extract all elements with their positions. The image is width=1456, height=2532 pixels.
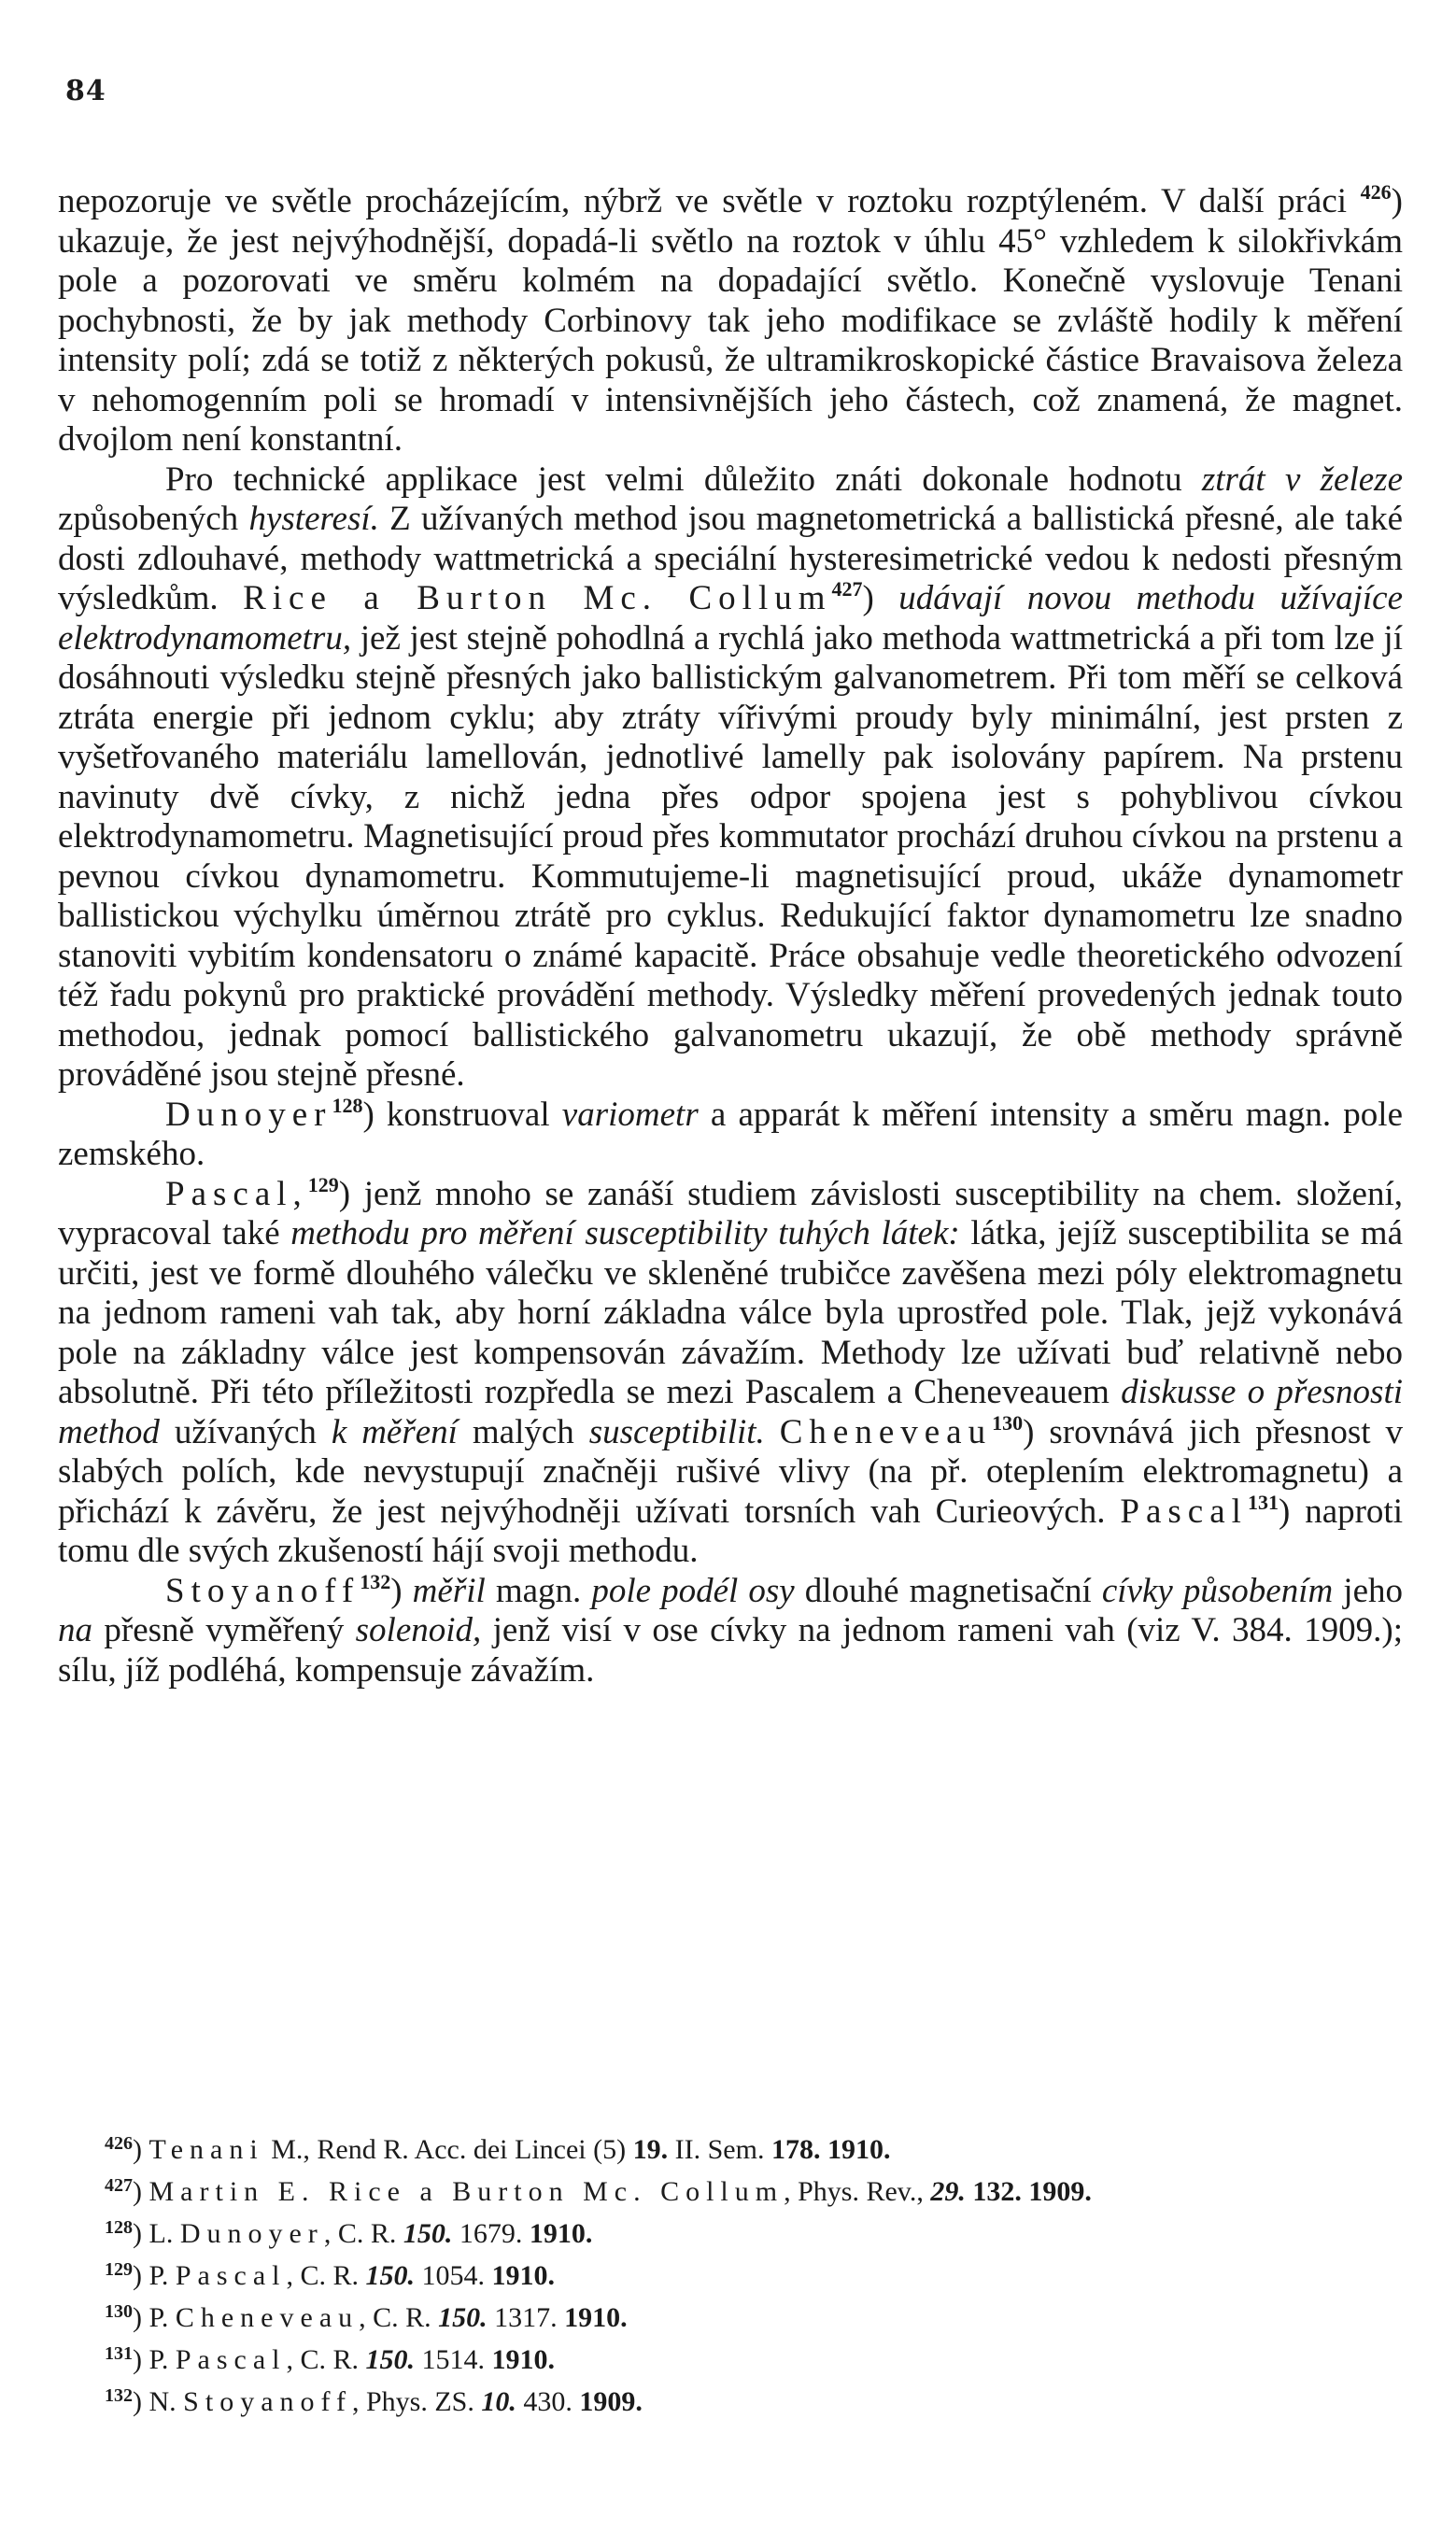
footnote-volume: 150. [438, 2302, 488, 2333]
reference-mark: 426 [1360, 180, 1392, 204]
reference-mark: 132 [360, 1569, 391, 1593]
text-run: ) ukazuje, že jest nejvýhodnější, dopadá-li světlo na roztok v úhlu 45° vzhledem k silokřivkám pole a pozorovati ve směru kolmém na dopadající světlo. Konečně vyslovuje Tenani pochybnosti, že by jak methody Corbinovy tak jeho modifikace se zvláště hodily k měření intensity polí; zdá se totiž z některých pokusů, že ultramikroskopické částice Bravaisova železa v nehomogenním poli se hromadí v intensivnějších jeho částech, což znamená, že magnet. dvojlom není konstantní. [58, 182, 1403, 459]
paragraph-3 [58, 1093, 1403, 1175]
footnote-volume: 150. [365, 2344, 416, 2375]
footnote-text: II. Sem. [668, 2134, 771, 2165]
footnote-initial: N. [148, 2386, 184, 2417]
footnote-volume: 150. [365, 2260, 416, 2291]
footnote-volume: 150. [403, 2218, 453, 2249]
footnote-author: Pascal [175, 2344, 287, 2375]
italic-run: měřil [412, 1571, 486, 1610]
footnote: $^{427}$) Martin E. Rice a Burton Mc. Collum, Phys. Rev., 29. 132. 1909. [105, 2175, 1092, 2207]
footnote: $^{131}$) P. Pascal, C. R. 150. 1514. 1910. [105, 2343, 556, 2375]
footnote-initial: P. [148, 2260, 176, 2291]
footnote-year: 1910. [529, 2218, 593, 2249]
reference-mark: 129 [307, 1172, 339, 1196]
footnote: $^{426}$) Tenani M., Rend R. Acc. dei Lincei (5) 19. II. Sem. 178. 1910. [105, 2133, 891, 2165]
italic-run: na [58, 1611, 92, 1649]
footnote: $^{130}$) P. Cheneveau, C. R. 150. 1317. 1910. [105, 2301, 628, 2333]
italic-run: susceptibilit. [588, 1412, 765, 1451]
italic-run: cívky působením [1101, 1571, 1334, 1610]
footnote-text: 1679. [452, 2218, 530, 2249]
footnote-author: Cheneveau [175, 2302, 360, 2333]
reference-mark: 131 [1247, 1490, 1279, 1514]
footnote-author: Dunoyer [179, 2218, 324, 2249]
footnote-volume: 29. [930, 2176, 966, 2207]
author-name: Pascal [1120, 1492, 1248, 1531]
footnote-initial: L. [148, 2218, 180, 2249]
text-run: ) [862, 579, 899, 617]
text-run: magn. [485, 1571, 592, 1610]
footnote-text: M., Rend R. Acc. dei Lincei (5) [263, 2134, 633, 2165]
paragraph-4 [58, 1172, 1404, 1572]
footnote-year: 1909. [579, 2386, 643, 2417]
footnote-mark: 128 [105, 2217, 133, 2238]
text-run: nepozoruje ve světle procházejícím, nýbrž ve světle v roztoku rozptýleném. V další práci [58, 182, 1348, 220]
text-run: látka, jejíž susceptibilita se má určiti, jest ve formě dlouhého válečku ve skleněné trubičce zavěšena mezi póly elektromagnetu na jednom rameni vah tak, aby horní základna válce byla uprostřed pole. Tlak, jejž vykonává pole na základny válce jest kompensován závažím. Methody lze užívati buď relativně nebo absolutně. Při této příležitosti rozpředla se mezi Pascalem a Cheneveauem [58, 1214, 1403, 1411]
footnote-author: Pascal [175, 2260, 287, 2291]
paragraph-2 [58, 460, 1403, 1096]
reference-mark: 427 [831, 577, 863, 601]
footnote-author: Stoyanoff [183, 2386, 352, 2417]
italic-run: solenoid, [355, 1611, 482, 1649]
reference-mark: 128 [332, 1093, 363, 1117]
footnote-mark: 427 [105, 2175, 133, 2196]
text-run: a apparát k měření intensity a směru magn. pole zemského. [58, 1095, 1403, 1173]
footnote-mark: 129 [105, 2259, 133, 2280]
reference-mark: 130 [992, 1410, 1024, 1435]
italic-run: udávají novou methodu užívajíce elektrodynamometru, [58, 579, 1403, 658]
author-name: Pascal, [165, 1174, 308, 1213]
text-run: Z užívaných method jsou magnetometrická a ballistická přesné, ale také dosti zdlouhavé, methody wattmetrická a speciální hysteresimetrické vedou k nedosti přesným výsledkům. [58, 500, 1403, 617]
italic-run: hysteresí. [248, 500, 379, 538]
footnote-text: , C. R. [359, 2302, 439, 2333]
footnote: $^{132}$) N. Stoyanoff, Phys. ZS. 10. 430. 1909. [105, 2385, 643, 2417]
footnote-year: 1910. [491, 2344, 556, 2375]
text-run: přesně vyměřený [92, 1611, 356, 1649]
footnote-year: 178. 1910. [770, 2134, 891, 2165]
footnotes [58, 2126, 1403, 2420]
footnote-text: , C. R. [323, 2218, 403, 2249]
author-name: Rice a Burton Mc. Collum [243, 579, 832, 617]
footnote: $^{129}$) P. Pascal, C. R. 150. 1054. 1910. [105, 2259, 556, 2291]
page-number: 84 [65, 75, 106, 107]
italic-run: methodu pro měření susceptibility tuhých látek: [290, 1214, 960, 1252]
footnote-year: 1910. [491, 2260, 556, 2291]
footnote-text: 1514. [415, 2344, 492, 2375]
text-run: malých [457, 1412, 589, 1451]
author-name: Stoyanoff [165, 1571, 360, 1610]
text-run: jeho [1333, 1571, 1403, 1610]
italic-run: pole podél osy [591, 1571, 795, 1610]
footnote-volume: 10. [481, 2386, 516, 2417]
text-run: dlouhé magnetisační [794, 1571, 1102, 1610]
footnote-text: 430. [516, 2386, 580, 2417]
footnote-mark: 426 [105, 2133, 133, 2154]
footnote-mark: 132 [105, 2385, 133, 2406]
italic-run: variometr [561, 1095, 699, 1134]
footnote-year: 1910. [564, 2302, 628, 2333]
footnote-initial: P. [148, 2302, 176, 2333]
footnote-text: , Phys. Rev., [784, 2176, 931, 2207]
italic-run: ztrát v železe [1201, 460, 1403, 499]
author-name: Cheneveau [779, 1412, 993, 1451]
italic-run: diskusse o přesnosti method [58, 1373, 1404, 1451]
footnote-initial: P. [148, 2344, 176, 2375]
text-run: jenž visí v ose cívky na jednom rameni vah (viz V. 384. 1909.); sílu, jíž podléhá, kompensuje závažím. [58, 1611, 1403, 1690]
text-run: ) naproti tomu dle svých zkušeností hájí svoji methodu. [58, 1492, 1403, 1570]
text-run: ) konstruoval [362, 1095, 562, 1134]
footnote-year: 132. 1909. [972, 2176, 1092, 2207]
footnote-text: , C. R. [286, 2260, 366, 2291]
body-text [58, 182, 1403, 1690]
footnote-text: , Phys. ZS. [351, 2386, 482, 2417]
italic-run: k měření [331, 1412, 458, 1451]
paragraph-5 [58, 1569, 1403, 1691]
text-run: ) jenž mnoho se zanáší studiem závislosti susceptibility na chem. složení, vypracoval také [58, 1174, 1403, 1252]
footnote-text: 1317. [487, 2302, 565, 2333]
footnote-text: , C. R. [286, 2344, 366, 2375]
footnote-mark: 131 [105, 2343, 133, 2364]
text-run: ) srovnává jich přesnost v slabých polích, kde nevystupují značněji rušivé vlivy (na př. oteplením elektromagnetu) a přichází k závěru, že jest nejvýhodněji užívati torsních vah Curieových. [58, 1412, 1404, 1531]
paragraph-1 [58, 182, 1403, 460]
footnote-mark: 130 [105, 2301, 133, 2322]
footnote-author: Martin E. Rice a Burton Mc. Collum [148, 2176, 785, 2207]
footnote-text: 1054. [415, 2260, 492, 2291]
text-run: užívaných [159, 1412, 332, 1451]
text-run: ) [390, 1571, 413, 1610]
text-run: Pro technické applikace jest velmi důležito znáti dokonale hodnotu [165, 460, 1202, 499]
text-run: způsobených [58, 500, 249, 538]
text-run: jež jest stejně pohodlná a rychlá jako methoda wattmetrická a při tom lze jí dosáhnouti výsledku stejně přesných jako ballistickým galvanometrem. Při tom měří se celková ztráta energie při jednom cyklu; aby ztráty vířivými proudy byly minimální, jest prsten z vyšetřovaného materiálu lamellován, jednotlivé lamelly pak isolovány papírem. Na prstenu navinuty dvě cívky, z nichž jedna přes odpor spojena jest s pohyblivou cívkou elektrodynamometru. Magnetisující proud přes kommutator prochází druhou cívkou na prstenu a pevnou cívkou dynamometru. Kommutujeme-li magnetisující proud, ukáže dynamometr ballistickou výchylku úměrnou ztrátě pro cyklus. Redukující faktor dynamometru lze snadno stanoviti vybitím kondensatoru o známé kapacitě. Práce obsahuje vedle theoretického odvození též řadu pokynů pro praktické provádění methody. Výsledky měření provedených jednak touto methodou, jednak pomocí ballistického galvanometru ukazují, že obě methody správně prováděné jsou stejně přesné. [58, 618, 1403, 1094]
author-name: Dunoyer [165, 1095, 332, 1134]
footnote-volume: 19. [632, 2134, 669, 2165]
footnote: $^{128}$) L. Dunoyer, C. R. 150. 1679. 1910. [105, 2217, 593, 2249]
footnote-author: Tenani [148, 2134, 264, 2165]
